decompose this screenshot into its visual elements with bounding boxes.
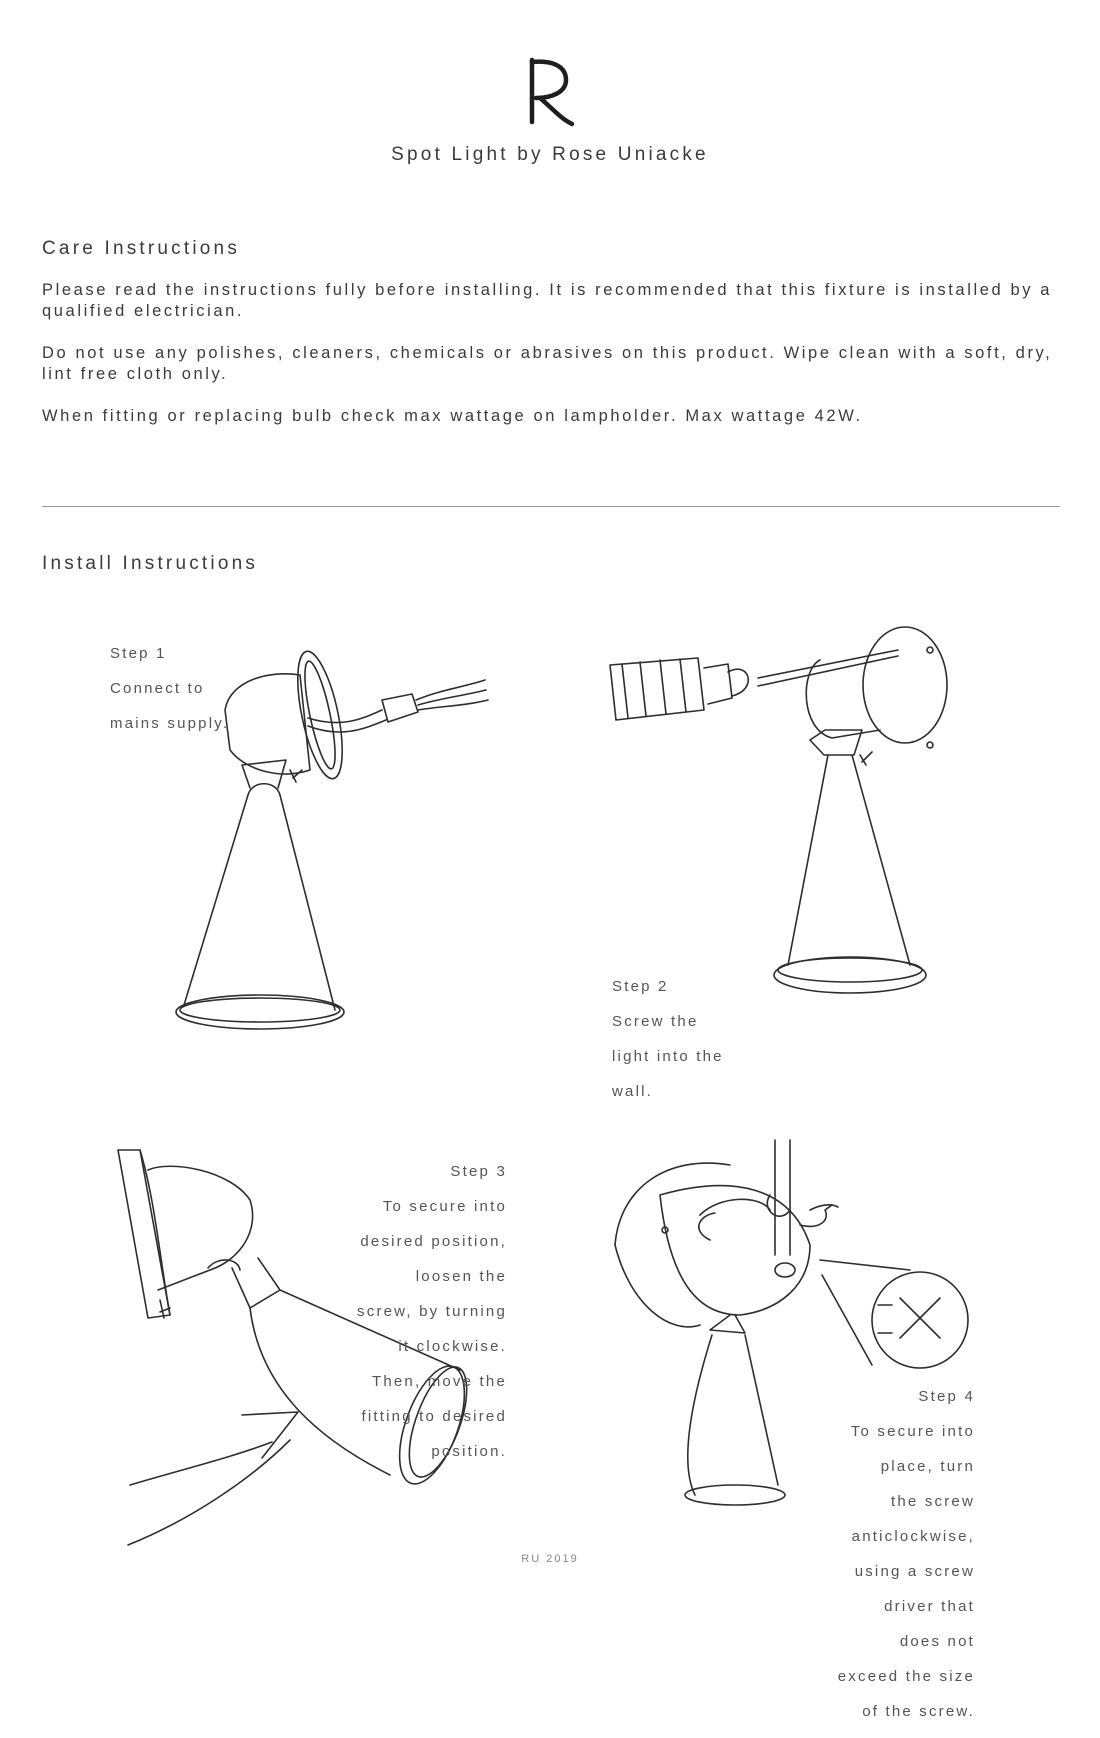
install-instructions-title: Install Instructions — [42, 553, 259, 574]
step-1-line: mains supply. — [110, 714, 230, 732]
care-paragraph-1: Please read the instructions fully before installing. It is recommended that this fixture is installed by a qualified electrician. — [42, 281, 1053, 320]
step-2-line: Screw the — [612, 1012, 699, 1030]
step-4-line: using a screw — [854, 1562, 975, 1580]
step-4-line: anticlockwise, — [851, 1527, 975, 1545]
step-2-line: light into the — [612, 1047, 724, 1065]
step-3-label: Step 3 — [450, 1162, 507, 1180]
step-3-line: Then, move the — [371, 1372, 507, 1390]
care-paragraph-3: When fitting or replacing bulb check max wattage on lampholder. Max wattage 42W. — [42, 407, 863, 425]
r-monogram-logo — [0, 52, 1100, 132]
step-4-label: Step 4 — [918, 1387, 975, 1405]
step-2-line: wall. — [612, 1082, 654, 1100]
step-2-text — [612, 960, 724, 1118]
step-4-line: of the screw. — [862, 1702, 975, 1720]
footer-text: RU 2019 — [521, 1553, 579, 1565]
step-4-line: does not — [899, 1632, 975, 1650]
step-4-line: exceed the size — [837, 1667, 975, 1685]
step-1-line: Connect to — [110, 679, 205, 697]
step-4-line: place, turn — [880, 1457, 975, 1475]
care-paragraph-2: Do not use any polishes, cleaners, chemicals or abrasives on this product. Wipe clean with a soft, dry, lint free cloth only. — [42, 344, 1053, 383]
step-1-label: Step 1 — [110, 644, 167, 662]
step-4-line: To secure into — [850, 1422, 975, 1440]
step-3-line: fitting to desired — [361, 1407, 507, 1425]
step-3-line: To secure into — [382, 1197, 507, 1215]
step-3-line: screw, by turning — [357, 1302, 507, 1320]
step-3-text — [305, 1145, 507, 1478]
step-4-line: the screw — [891, 1492, 975, 1510]
care-instructions-title: Care Instructions — [42, 238, 241, 259]
step-3-line: desired position, — [360, 1232, 507, 1250]
step-2-label: Step 2 — [612, 977, 669, 995]
step-4-line: driver that — [884, 1597, 975, 1615]
step-3-line: it clockwise. — [398, 1337, 507, 1355]
step-3-line: loosen the — [415, 1267, 507, 1285]
page-subtitle: Spot Light by Rose Uniacke — [391, 144, 709, 165]
section-divider — [42, 506, 1060, 507]
step-1-illustration — [150, 620, 510, 1040]
step-3-line: position. — [431, 1442, 507, 1460]
